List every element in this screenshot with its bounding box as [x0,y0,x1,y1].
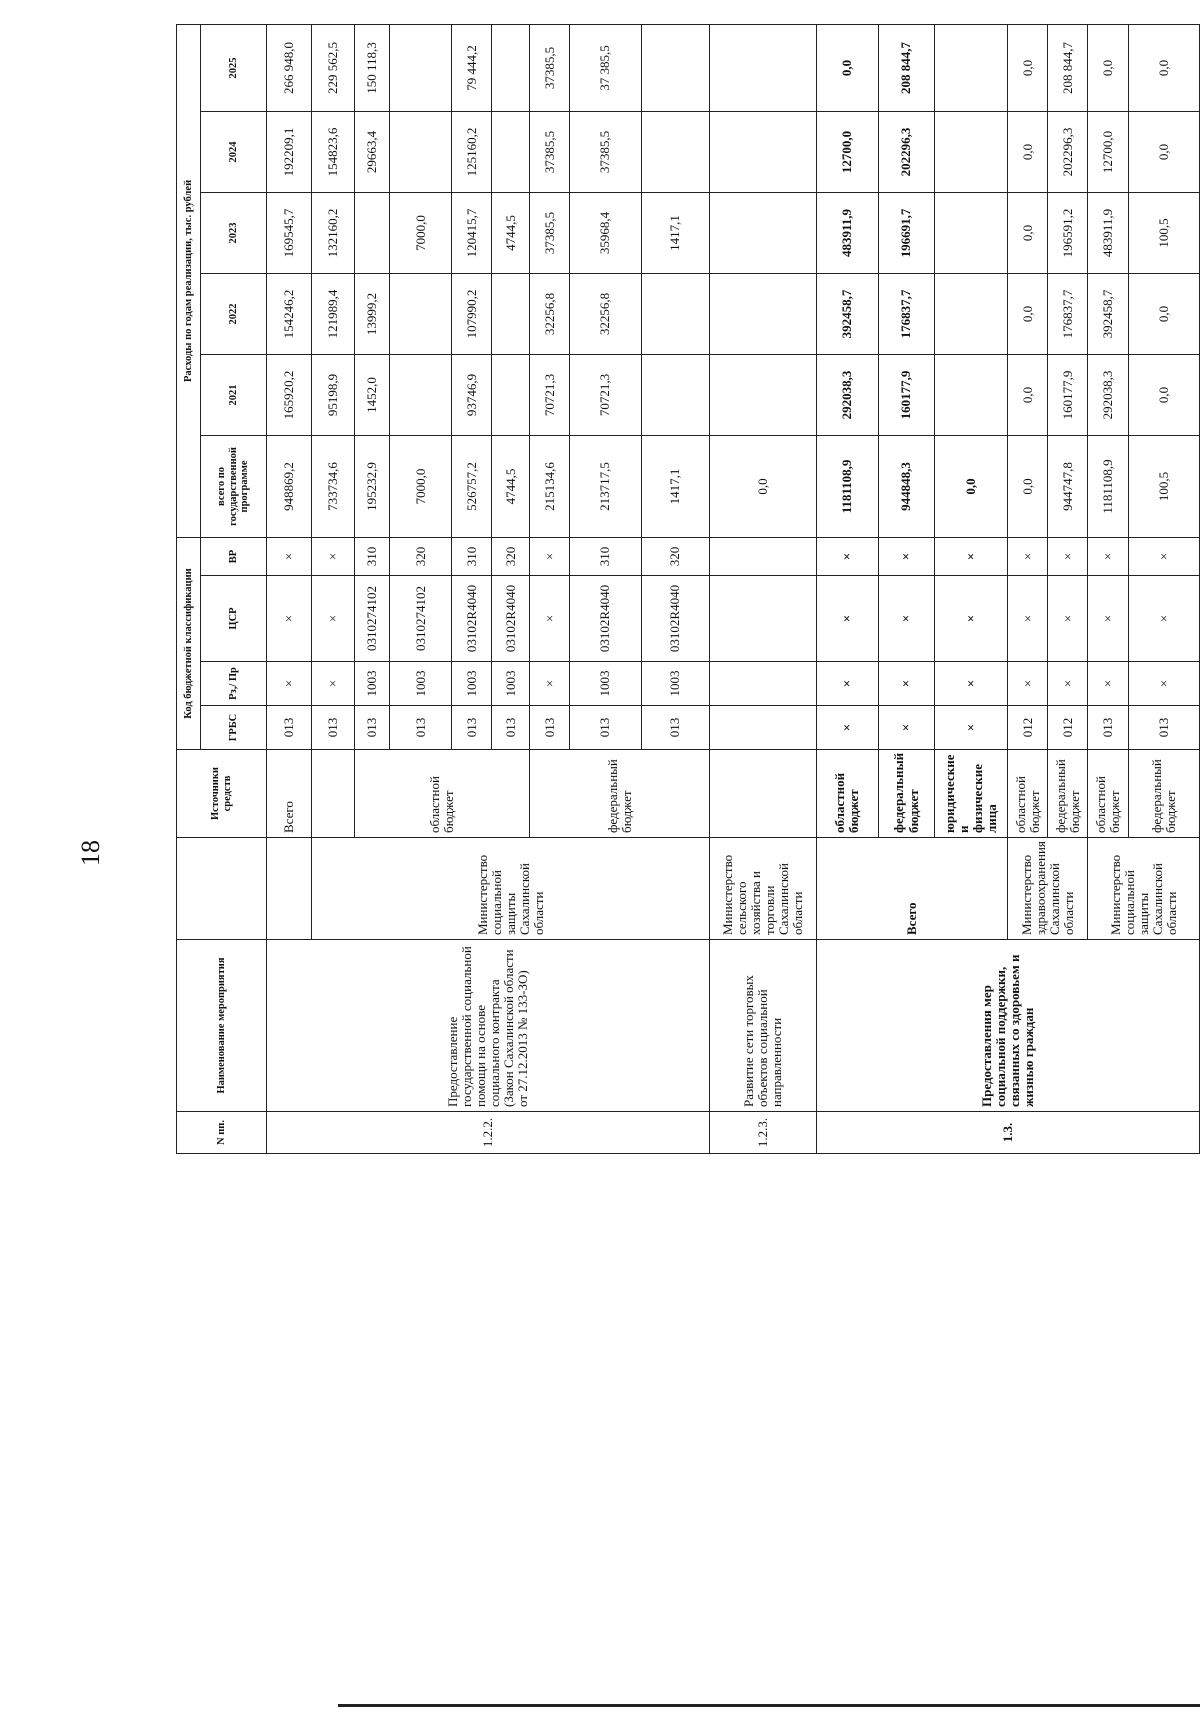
cell-2022 [492,273,530,354]
cell-vr: 320 [641,537,710,575]
cell-2021: 70721,3 [570,354,641,435]
cell-total: 215134,6 [530,435,570,537]
cell-2023: 169545,7 [267,192,312,273]
cell-2024: 37385,5 [530,111,570,192]
cell-vr: × [1007,537,1047,575]
org-ministry-social: Министерство социальной защиты Сахалинской области [1088,838,1200,940]
header-budget-code: Код бюджетной классификации [177,537,201,749]
org-ministry-health: Министерство здравоохранения Сахалинской области [1007,838,1088,940]
cell-2022 [641,273,710,354]
cell-csr: 03102R4040 [492,576,530,662]
cell-total: 100,5 [1128,435,1199,537]
cell-rzpr: 1003 [570,662,641,706]
cell-rzpr: × [312,662,355,706]
cell-vr: × [816,537,878,575]
cell-csr: × [878,576,935,662]
cell-total: 7000,0 [390,435,452,537]
cell-2023: 196591,2 [1048,192,1088,273]
section-name: Предоставления мер социальной поддержки, связанных со здоровьем и жизнью граждан [816,940,1199,1112]
cell-csr: × [935,576,1007,662]
cell-total: 195232,9 [354,435,390,537]
cell-vr: 310 [451,537,491,575]
section-number: 1.2.3. [710,1112,817,1154]
cell-2023: 100,5 [1128,192,1199,273]
cell-grbs: 012 [1007,706,1047,750]
cell-rzpr: 1003 [390,662,452,706]
source-label: федеральный бюджет [878,750,935,838]
header-year: 2024 [200,111,266,192]
cell-csr: 03102R4040 [570,576,641,662]
cell-2023: 196691,7 [878,192,935,273]
cell-total: 733734,6 [312,435,355,537]
cell-2024 [641,111,710,192]
cell-vr [710,537,817,575]
cell-2024: 125160,2 [451,111,491,192]
header-rzpr: Рз,/ Пр [200,662,266,706]
header-n: N пп. [177,1112,267,1154]
bottom-rule [338,1704,1200,1707]
cell-2023: 483911,9 [1088,192,1128,273]
cell-2021 [390,354,452,435]
cell-vr: × [1088,537,1128,575]
section-name: Предоставление государственной социальной помощи на основе социального контракта (Закон Сахалинской области от 27.12.2013 № 133-ЗО) [267,940,710,1112]
cell-2024: 12700,0 [1088,111,1128,192]
cell-csr [710,576,817,662]
cell-total: 0,0 [935,435,1007,537]
cell-2021: 93746,9 [451,354,491,435]
cell-rzpr: × [878,662,935,706]
cell-2021: 70721,3 [530,354,570,435]
page-number: 18 [76,840,105,866]
section-number: 1.2.2. [267,1112,710,1154]
cell-2025 [935,24,1007,111]
org-blank [267,838,312,940]
cell-csr: × [816,576,878,662]
header-vr: ВР [200,537,266,575]
cell-2021 [492,354,530,435]
cell-2025: 79 444,2 [451,24,491,111]
cell-2025: 0,0 [1088,24,1128,111]
org-total: Всего [816,838,1007,940]
cell-2025: 150 118,3 [354,24,390,111]
cell-2022: 176837,7 [1048,273,1088,354]
cell-vr: 310 [354,537,390,575]
cell-vr: × [267,537,312,575]
cell-grbs: × [878,706,935,750]
table-row [816,24,878,1153]
cell-2025: 0,0 [1128,24,1199,111]
cell-grbs: 013 [390,706,452,750]
cell-2023: 37385,5 [530,192,570,273]
cell-2022: 392458,7 [816,273,878,354]
cell-csr: × [530,576,570,662]
cell-total: 0,0 [710,435,817,537]
cell-2024: 192209,1 [267,111,312,192]
cell-2023: 483911,9 [816,192,878,273]
source-label: федеральный бюджет [1128,750,1199,838]
header-csr: ЦСР [200,576,266,662]
cell-2021: 292038,3 [816,354,878,435]
cell-grbs: 013 [530,706,570,750]
org-ministry-social: Министерство социальной защиты Сахалинской области [312,838,710,940]
cell-2025 [492,24,530,111]
org-ministry-agriculture: Министерство сельского хозяйства и торговли Сахалинской области [710,838,817,940]
cell-2024 [390,111,452,192]
cell-2022: 0,0 [1128,273,1199,354]
cell-2023: 120415,7 [451,192,491,273]
header-grbs: ГРБС [200,706,266,750]
cell-2023: 0,0 [1007,192,1047,273]
cell-2021: 160177,9 [1048,354,1088,435]
cell-2022 [710,273,817,354]
header-row-1 [177,24,201,1153]
cell-2021: 165920,2 [267,354,312,435]
cell-2022: 32256,8 [530,273,570,354]
cell-grbs [710,706,817,750]
cell-2024 [492,111,530,192]
cell-rzpr: × [1048,662,1088,706]
section-number: 1.3. [816,1112,1199,1154]
cell-total: 944747,8 [1048,435,1088,537]
cell-total: 1181108,9 [816,435,878,537]
budget-table [176,24,1200,1154]
cell-grbs: × [816,706,878,750]
cell-grbs: 013 [641,706,710,750]
cell-2024 [710,111,817,192]
cell-2022: 13999,2 [354,273,390,354]
cell-2024: 37385,5 [570,111,641,192]
cell-grbs: 013 [570,706,641,750]
header-total: всего по государственной программе [200,435,266,537]
cell-csr: 0310274102 [354,576,390,662]
cell-2025: 37 385,5 [570,24,641,111]
cell-2021 [710,354,817,435]
cell-grbs: 013 [267,706,312,750]
cell-2025: 266 948,0 [267,24,312,111]
cell-2021: 95198,9 [312,354,355,435]
header-executor [177,838,267,940]
cell-total: 1181108,9 [1088,435,1128,537]
header-year: 2025 [200,24,266,111]
header-expenses: Расходы по годам реализации, тыс. рублей [177,24,201,537]
cell-2025: 229 562,5 [312,24,355,111]
cell-rzpr [710,662,817,706]
cell-vr: × [530,537,570,575]
cell-2025: 37385,5 [530,24,570,111]
cell-2022 [935,273,1007,354]
cell-csr: × [1128,576,1199,662]
cell-2021: 160177,9 [878,354,935,435]
header-year: 2023 [200,192,266,273]
cell-rzpr: × [267,662,312,706]
cell-rzpr: × [1128,662,1199,706]
cell-2022: 176837,7 [878,273,935,354]
cell-2025 [641,24,710,111]
cell-csr: × [312,576,355,662]
cell-2023: 7000,0 [390,192,452,273]
cell-rzpr: 1003 [641,662,710,706]
cell-2021: 1452,0 [354,354,390,435]
cell-2025 [710,24,817,111]
cell-vr: 320 [492,537,530,575]
cell-csr: 0310274102 [390,576,452,662]
cell-grbs: 013 [1128,706,1199,750]
cell-2022: 392458,7 [1088,273,1128,354]
cell-vr: 320 [390,537,452,575]
cell-2024: 0,0 [1007,111,1047,192]
cell-rzpr: × [1007,662,1047,706]
source-label: областной бюджет [1007,750,1047,838]
cell-csr: × [1088,576,1128,662]
cell-total: 526757,2 [451,435,491,537]
cell-rzpr: × [816,662,878,706]
cell-2022: 154246,2 [267,273,312,354]
cell-rzpr: × [530,662,570,706]
cell-grbs: 013 [451,706,491,750]
cell-2023: 132160,2 [312,192,355,273]
cell-2021: 292038,3 [1088,354,1128,435]
cell-rzpr: 1003 [354,662,390,706]
cell-csr: 03102R4040 [451,576,491,662]
source-label: областной бюджет [354,750,529,838]
section-name: Развитие сети торговых объектов социальной направленности [710,940,817,1112]
cell-rzpr: 1003 [492,662,530,706]
cell-vr: × [1048,537,1088,575]
cell-rzpr: × [935,662,1007,706]
cell-2024: 202296,3 [1048,111,1088,192]
source-label: федеральный бюджет [530,750,710,838]
cell-2024: 12700,0 [816,111,878,192]
cell-2025: 208 844,7 [878,24,935,111]
cell-rzpr: 1003 [451,662,491,706]
cell-2023: 35968,4 [570,192,641,273]
cell-2023: 4744,5 [492,192,530,273]
cell-2025: 0,0 [816,24,878,111]
cell-2022: 107990,2 [451,273,491,354]
cell-2025 [390,24,452,111]
rotated-table-wrapper [176,24,1200,1154]
cell-2024: 202296,3 [878,111,935,192]
cell-grbs: 013 [312,706,355,750]
cell-2022: 121989,4 [312,273,355,354]
cell-2025: 208 844,7 [1048,24,1088,111]
cell-2021: 0,0 [1007,354,1047,435]
cell-2023: 1417,1 [641,192,710,273]
table-row [710,24,817,1153]
cell-2022 [390,273,452,354]
table-row [267,24,312,1153]
cell-grbs: 013 [1088,706,1128,750]
cell-total: 1417,1 [641,435,710,537]
header-sources: Источники средств [177,750,267,838]
cell-2024: 0,0 [1128,111,1199,192]
source-label: областной бюджет [1088,750,1128,838]
cell-2025: 0,0 [1007,24,1047,111]
cell-vr: × [935,537,1007,575]
cell-total: 213717,5 [570,435,641,537]
cell-csr: × [267,576,312,662]
header-year: 2022 [200,273,266,354]
cell-csr: 03102R4040 [641,576,710,662]
cell-2023 [354,192,390,273]
cell-2021: 0,0 [1128,354,1199,435]
header-year: 2021 [200,354,266,435]
cell-2024: 154823,6 [312,111,355,192]
cell-total: 4744,5 [492,435,530,537]
cell-2024 [935,111,1007,192]
source-blank [710,750,817,838]
source-label: Всего [267,750,312,838]
cell-vr: × [312,537,355,575]
cell-grbs: 012 [1048,706,1088,750]
source-label: областной бюджет [816,750,878,838]
cell-rzpr: × [1088,662,1128,706]
cell-csr: × [1007,576,1047,662]
cell-grbs: × [935,706,1007,750]
cell-total: 0,0 [1007,435,1047,537]
source-blank [312,750,355,838]
cell-2021 [935,354,1007,435]
cell-vr: × [1128,537,1199,575]
cell-grbs: 013 [354,706,390,750]
cell-csr: × [1048,576,1088,662]
cell-2022: 0,0 [1007,273,1047,354]
cell-2022: 32256,8 [570,273,641,354]
cell-total: 944848,3 [878,435,935,537]
cell-grbs: 013 [492,706,530,750]
cell-vr: 310 [570,537,641,575]
source-label: федеральный бюджет [1048,750,1088,838]
cell-2023 [935,192,1007,273]
source-label: юридические и физические лица [935,750,1007,838]
cell-total: 948869,2 [267,435,312,537]
cell-2024: 29663,4 [354,111,390,192]
cell-vr: × [878,537,935,575]
cell-2021 [641,354,710,435]
cell-2023 [710,192,817,273]
header-name: Наименование мероприятия [177,940,267,1112]
